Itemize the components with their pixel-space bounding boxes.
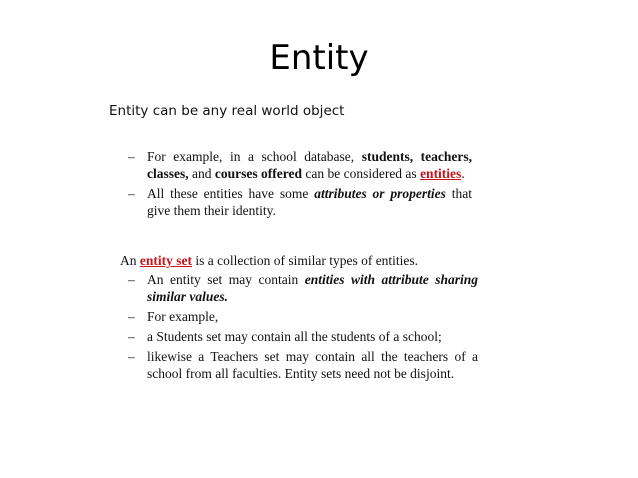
bullet-entity-set-values [128,271,478,305]
dash-marker: – [128,272,135,287]
intro-text: An [120,253,140,268]
bullet-text: a Students set may contain all the students of a school; [147,329,442,344]
slide-title: Entity [269,38,369,78]
bullet-text: An entity set may contain [147,272,305,287]
bullet-text: can be considered as [301,166,421,181]
bullet-for-example [128,308,478,325]
bullet-text: All these entities have some [147,186,315,201]
dash-marker: – [128,149,135,164]
highlighted-term-entities: entities [420,166,462,181]
highlighted-term-entity-set: entity set [139,253,192,268]
dash-marker: – [128,349,135,364]
entity-set-bullets [120,271,478,382]
bold-italic-text: attributes or properties [314,186,446,201]
entity-set-intro [120,252,478,269]
dash-marker: – [128,186,135,201]
slide-subtitle: Entity can be any real world object [109,103,345,119]
bullet-text: likewise a Teachers set may contain all the teachers of a school from all faculties. Entity sets need not be disjoint. [147,349,478,381]
bullet-text: . [461,166,465,181]
intro-text: is a collection of similar types of entities. [191,253,419,268]
bullet-text: For example, [147,309,219,324]
bold-text: courses offered [214,166,302,181]
bullet-entity-attributes [128,185,472,219]
entity-set-section [120,252,478,382]
dash-marker: – [128,329,135,344]
bullet-text: For example, in a school database, [147,149,362,164]
bullet-teachers-set [128,348,478,382]
bold-italic-text: entities with attribute sharing similar values. [147,272,479,304]
entity-bullets [128,148,472,219]
dash-marker: – [128,309,135,324]
bullet-students-set [128,328,478,345]
bullet-text: that give them their identity. [147,186,472,218]
bullet-text: and [188,166,215,181]
bold-text: students, teachers, classes, [147,149,472,181]
bullet-entity-example [128,148,472,182]
